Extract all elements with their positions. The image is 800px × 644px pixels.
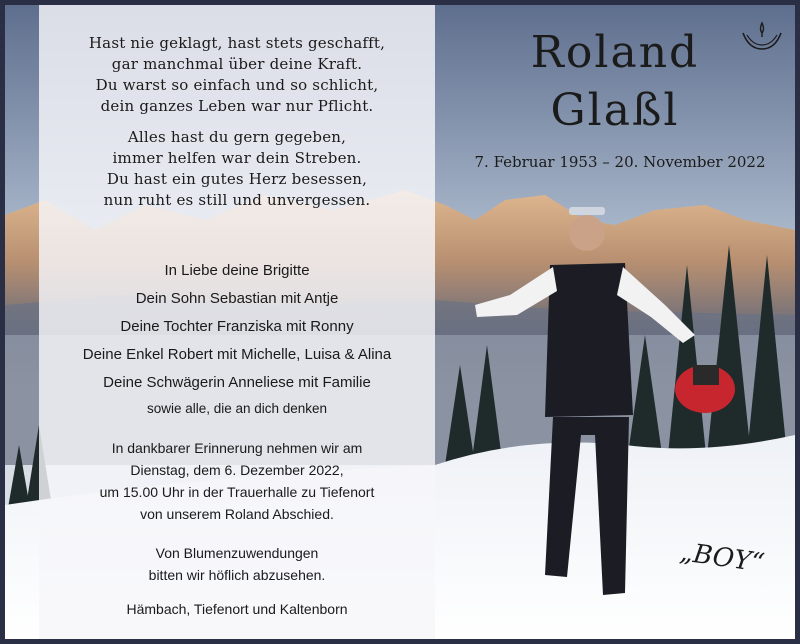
service-notice	[39, 437, 435, 525]
deceased-first-name: Roland	[530, 27, 700, 78]
mourner-line: In Liebe deine Brigitte	[164, 262, 310, 279]
poem-line: Hast nie geklagt, hast stets geschafft,	[88, 34, 386, 52]
nickname: „BOY“	[677, 537, 767, 579]
service-line: Dienstag, dem 6. Dezember 2022,	[130, 462, 344, 478]
flowers-line: Von Blumenzuwendungen	[155, 545, 319, 561]
poem-line: gar manchmal über deine Kraft.	[111, 55, 363, 73]
service-line: In dankbarer Erinnerung nehmen wir am	[111, 440, 363, 456]
mourner-line: sowie alle, die an dich denken	[146, 401, 328, 416]
poem-line: nun ruht es still und unvergessen.	[103, 191, 371, 209]
flowers-line: bitten wir höflich abzusehen.	[148, 567, 326, 583]
poem-line: Du hast ein gutes Herz besessen,	[106, 170, 368, 188]
mourners-list	[39, 257, 435, 421]
service-line: von unserem Roland Abschied.	[140, 506, 334, 522]
poem	[39, 33, 435, 211]
mourner-line: Deine Tochter Franziska mit Ronny	[120, 318, 354, 335]
life-dates: 7. Februar 1953 – 20. November 2022	[474, 153, 766, 171]
place-names: Hämbach, Tiefenort und Kaltenborn	[126, 601, 348, 617]
poem-line: immer helfen war dein Streben.	[112, 149, 362, 167]
mourner-line: Deine Schwägerin Anneliese mit Familie	[103, 374, 371, 391]
deceased-last-name: Glaßl	[550, 85, 680, 136]
hands-with-flower-icon	[739, 19, 785, 55]
poem-line: Alles hast du gern gegeben,	[127, 128, 347, 146]
poem-line: dein ganzes Leben war nur Pflicht.	[100, 97, 374, 115]
poem-line: Du warst so einfach und so schlicht,	[95, 76, 379, 94]
service-line: um 15.00 Uhr in der Trauerhalle zu Tiefenort	[99, 484, 375, 500]
mourner-line: Deine Enkel Robert mit Michelle, Luisa & Alina	[82, 346, 392, 363]
flowers-notice	[39, 542, 435, 586]
mourner-line: Dein Sohn Sebastian mit Antje	[135, 290, 339, 307]
